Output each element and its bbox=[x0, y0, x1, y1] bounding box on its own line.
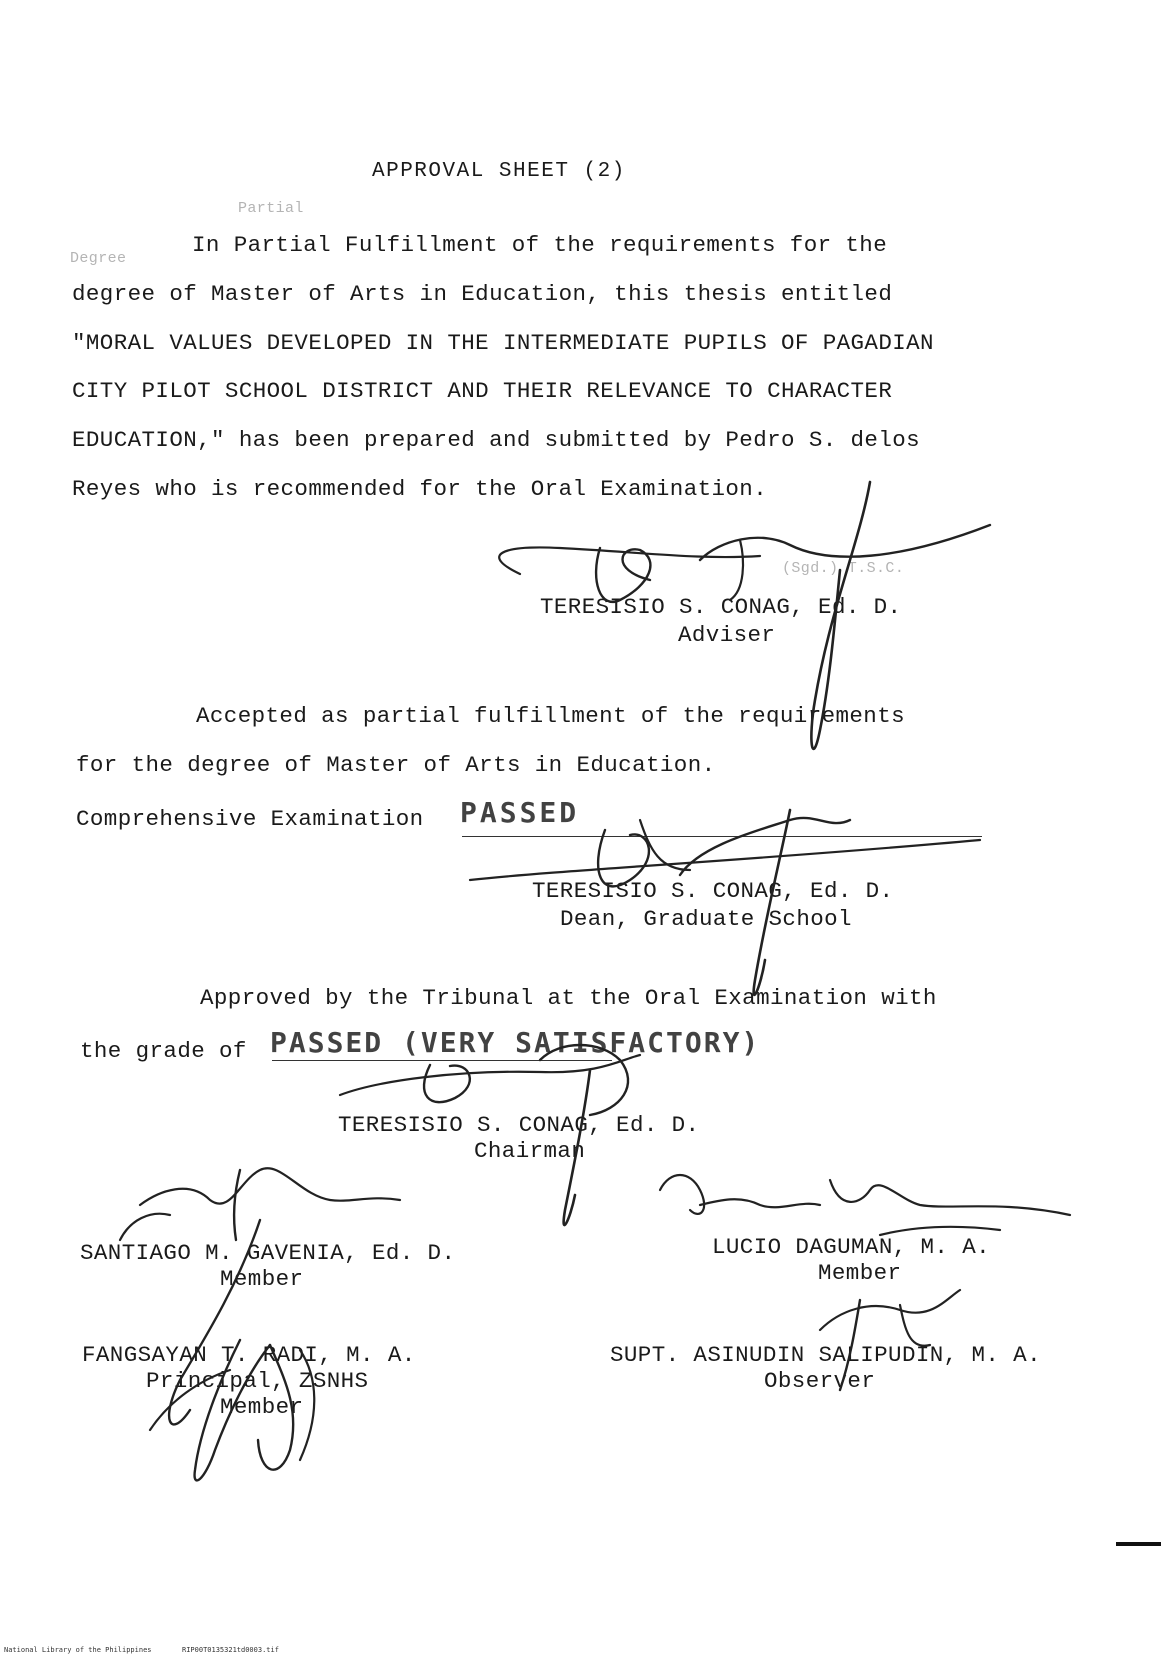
member-3-name: FANGSAYAN T. RADI, M. A. bbox=[82, 1342, 416, 1368]
grade-underline bbox=[272, 1060, 612, 1061]
chairman-role: Chairman bbox=[474, 1138, 586, 1164]
adviser-faint-stamp: (Sgd.) T.S.C. bbox=[782, 560, 905, 577]
grade-value-stamp: PASSED (VERY SATISFACTORY) bbox=[270, 1026, 761, 1059]
member-2-signature bbox=[660, 1175, 1070, 1235]
chairman-name: TERESISIO S. CONAG, Ed. D. bbox=[338, 1112, 700, 1138]
member-1-role: Member bbox=[220, 1266, 304, 1292]
intro-line-6: Reyes who is recommended for the Oral Examination. bbox=[72, 476, 768, 502]
dean-name: TERESISIO S. CONAG, Ed. D. bbox=[532, 878, 894, 904]
dean-role: Dean, Graduate School bbox=[560, 906, 852, 932]
observer-role: Observer bbox=[764, 1368, 876, 1394]
adviser-name: TERESISIO S. CONAG, Ed. D. bbox=[540, 594, 902, 620]
member-1-name: SANTIAGO M. GAVENIA, Ed. D. bbox=[80, 1240, 456, 1266]
adviser-role: Adviser bbox=[678, 622, 776, 648]
acceptance-line-2: for the degree of Master of Arts in Education. bbox=[76, 752, 716, 778]
margin-note-2: Degree bbox=[70, 250, 127, 267]
intro-line-1: In Partial Fulfillment of the requirements for the bbox=[192, 232, 888, 258]
exam-result-underline bbox=[462, 836, 982, 837]
footer-right: RIP00T0135321td0003.tif bbox=[182, 1646, 279, 1654]
grade-label: the grade of bbox=[80, 1038, 247, 1064]
member-2-name: LUCIO DAGUMAN, M. A. bbox=[712, 1234, 991, 1260]
exam-result-stamp: PASSED bbox=[460, 796, 580, 829]
edge-mark bbox=[1116, 1542, 1161, 1546]
observer-name: SUPT. ASINUDIN SALIPUDIN, M. A. bbox=[610, 1342, 1041, 1368]
intro-line-4: CITY PILOT SCHOOL DISTRICT AND THEIR RELEVANCE TO CHARACTER bbox=[72, 378, 893, 404]
margin-note: Partial bbox=[238, 200, 304, 217]
intro-line-2: degree of Master of Arts in Education, this thesis entitled bbox=[72, 281, 893, 307]
acceptance-line-1: Accepted as partial fulfillment of the requirements bbox=[196, 703, 906, 729]
exam-label: Comprehensive Examination bbox=[76, 806, 424, 832]
footer-left: National Library of the Philippines bbox=[4, 1646, 152, 1654]
member-2-role: Member bbox=[818, 1260, 902, 1286]
intro-line-3: "MORAL VALUES DEVELOPED IN THE INTERMEDIATE PUPILS OF PAGADIAN bbox=[72, 330, 934, 356]
intro-line-5: EDUCATION," has been prepared and submitted by Pedro S. delos bbox=[72, 427, 921, 453]
tribunal-line-1: Approved by the Tribunal at the Oral Examination with bbox=[200, 985, 937, 1011]
member-3-role-2: Member bbox=[220, 1394, 304, 1420]
member-3-role: Principal, ZSNHS bbox=[146, 1368, 369, 1394]
page-title: APPROVAL SHEET (2) bbox=[372, 160, 626, 183]
